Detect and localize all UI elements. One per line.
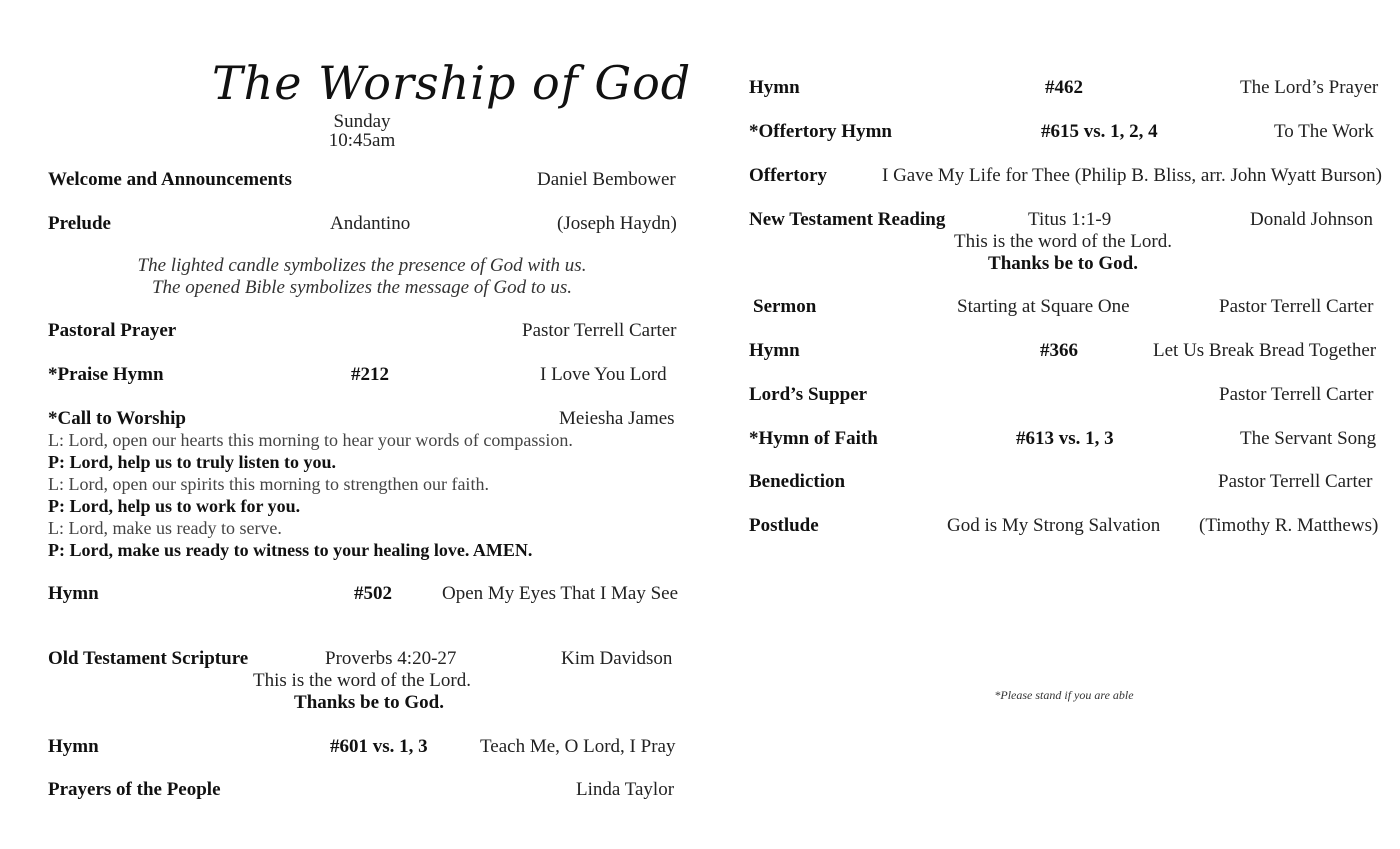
stand-footnote: *Please stand if you are able: [994, 688, 1134, 702]
hymn-of-faith-number: #613 vs. 1, 3: [1016, 428, 1114, 449]
litany-people-line: P: Lord, help us to truly listen to you.: [48, 452, 337, 472]
old-testament-reader: Kim Davidson: [561, 648, 673, 669]
prelude-label: Prelude: [48, 213, 111, 234]
benediction-leader: Pastor Terrell Carter: [1218, 471, 1373, 492]
litany-people-line: P: Lord, make us ready to witness to your healing love. AMEN.: [48, 540, 533, 560]
hymn-label: Hymn: [749, 77, 800, 98]
sermon-title: Starting at Square One: [957, 296, 1130, 317]
old-testament-reference: Proverbs 4:20-27: [325, 648, 457, 669]
old-testament-label: Old Testament Scripture: [48, 648, 249, 669]
welcome-label: Welcome and Announcements: [48, 169, 292, 190]
pastoral-prayer-leader: Pastor Terrell Carter: [522, 320, 677, 341]
pastoral-prayer-label: Pastoral Prayer: [48, 320, 177, 341]
litany-leader-line: L: Lord, open our spirits this morning to strengthen our faith.: [48, 474, 489, 494]
hymn-number: #462: [1045, 77, 1083, 98]
nt-response-line: This is the word of the Lord.: [954, 231, 1172, 252]
postlude-piece: God is My Strong Salvation: [947, 515, 1161, 536]
hymn-label: Hymn: [48, 583, 99, 604]
lords-supper-label: Lord’s Supper: [749, 384, 868, 405]
hymn-label: Hymn: [749, 340, 800, 361]
call-to-worship-label: *Call to Worship: [48, 408, 186, 429]
candle-line: The lighted candle symbolizes the presence of God with us.: [137, 255, 587, 276]
praise-hymn-number: #212: [351, 364, 389, 385]
prelude-composer: (Joseph Haydn): [557, 213, 677, 234]
litany-leader-line: L: Lord, open our hearts this morning to hear your words of compassion.: [48, 430, 573, 450]
litany-leader-line: L: Lord, make us ready to serve.: [48, 518, 282, 538]
hymn-of-faith-title: The Servant Song: [1240, 428, 1377, 449]
new-testament-label: New Testament Reading: [749, 209, 946, 230]
nt-response-reply: Thanks be to God.: [988, 253, 1138, 274]
sermon-preacher: Pastor Terrell Carter: [1219, 296, 1374, 317]
offertory-hymn-title: To The Work: [1274, 121, 1374, 142]
service-day: Sunday: [333, 111, 391, 132]
lords-supper-leader: Pastor Terrell Carter: [1219, 384, 1374, 405]
litany-people-line: P: Lord, help us to work for you.: [48, 496, 301, 516]
hymn-number: #366: [1040, 340, 1078, 361]
hymn-title: The Lord’s Prayer: [1240, 77, 1379, 98]
postlude-label: Postlude: [749, 515, 819, 536]
offertory-hymn-label: *Offertory Hymn: [749, 121, 892, 142]
prayers-people-label: Prayers of the People: [48, 779, 221, 800]
welcome-leader: Daniel Bembower: [537, 169, 676, 190]
praise-hymn-title: I Love You Lord: [540, 364, 667, 385]
hymn-number: #601 vs. 1, 3: [330, 736, 428, 757]
bible-line: The opened Bible symbolizes the message of God to us.: [151, 277, 573, 298]
prayers-people-leader: Linda Taylor: [576, 779, 675, 800]
hymn-of-faith-label: *Hymn of Faith: [749, 428, 878, 449]
hymn-label: Hymn: [48, 736, 99, 757]
new-testament-reference: Titus 1:1-9: [1028, 209, 1112, 230]
offertory-piece: I Gave My Life for Thee (Philip B. Bliss, arr. John Wyatt Burson): [882, 165, 1383, 186]
ot-response-line: This is the word of the Lord.: [253, 670, 471, 691]
new-testament-reader: Donald Johnson: [1250, 209, 1373, 230]
page-title: The Worship of God: [212, 56, 692, 110]
prelude-piece: Andantino: [330, 213, 411, 234]
hymn-title: Open My Eyes That I May See: [442, 583, 679, 604]
offertory-hymn-number: #615 vs. 1, 2, 4: [1041, 121, 1158, 142]
service-time: 10:45am: [328, 130, 396, 151]
postlude-composer: (Timothy R. Matthews): [1199, 515, 1379, 536]
hymn-number: #502: [354, 583, 392, 604]
sermon-label: Sermon: [753, 296, 817, 317]
hymn-title: Teach Me, O Lord, I Pray: [480, 736, 676, 757]
praise-hymn-label: *Praise Hymn: [48, 364, 164, 385]
offertory-label: Offertory: [749, 165, 828, 186]
benediction-label: Benediction: [749, 471, 846, 492]
call-to-worship-leader: Meiesha James: [559, 408, 675, 429]
ot-response-reply: Thanks be to God.: [294, 692, 444, 713]
hymn-title: Let Us Break Bread Together: [1153, 340, 1377, 361]
